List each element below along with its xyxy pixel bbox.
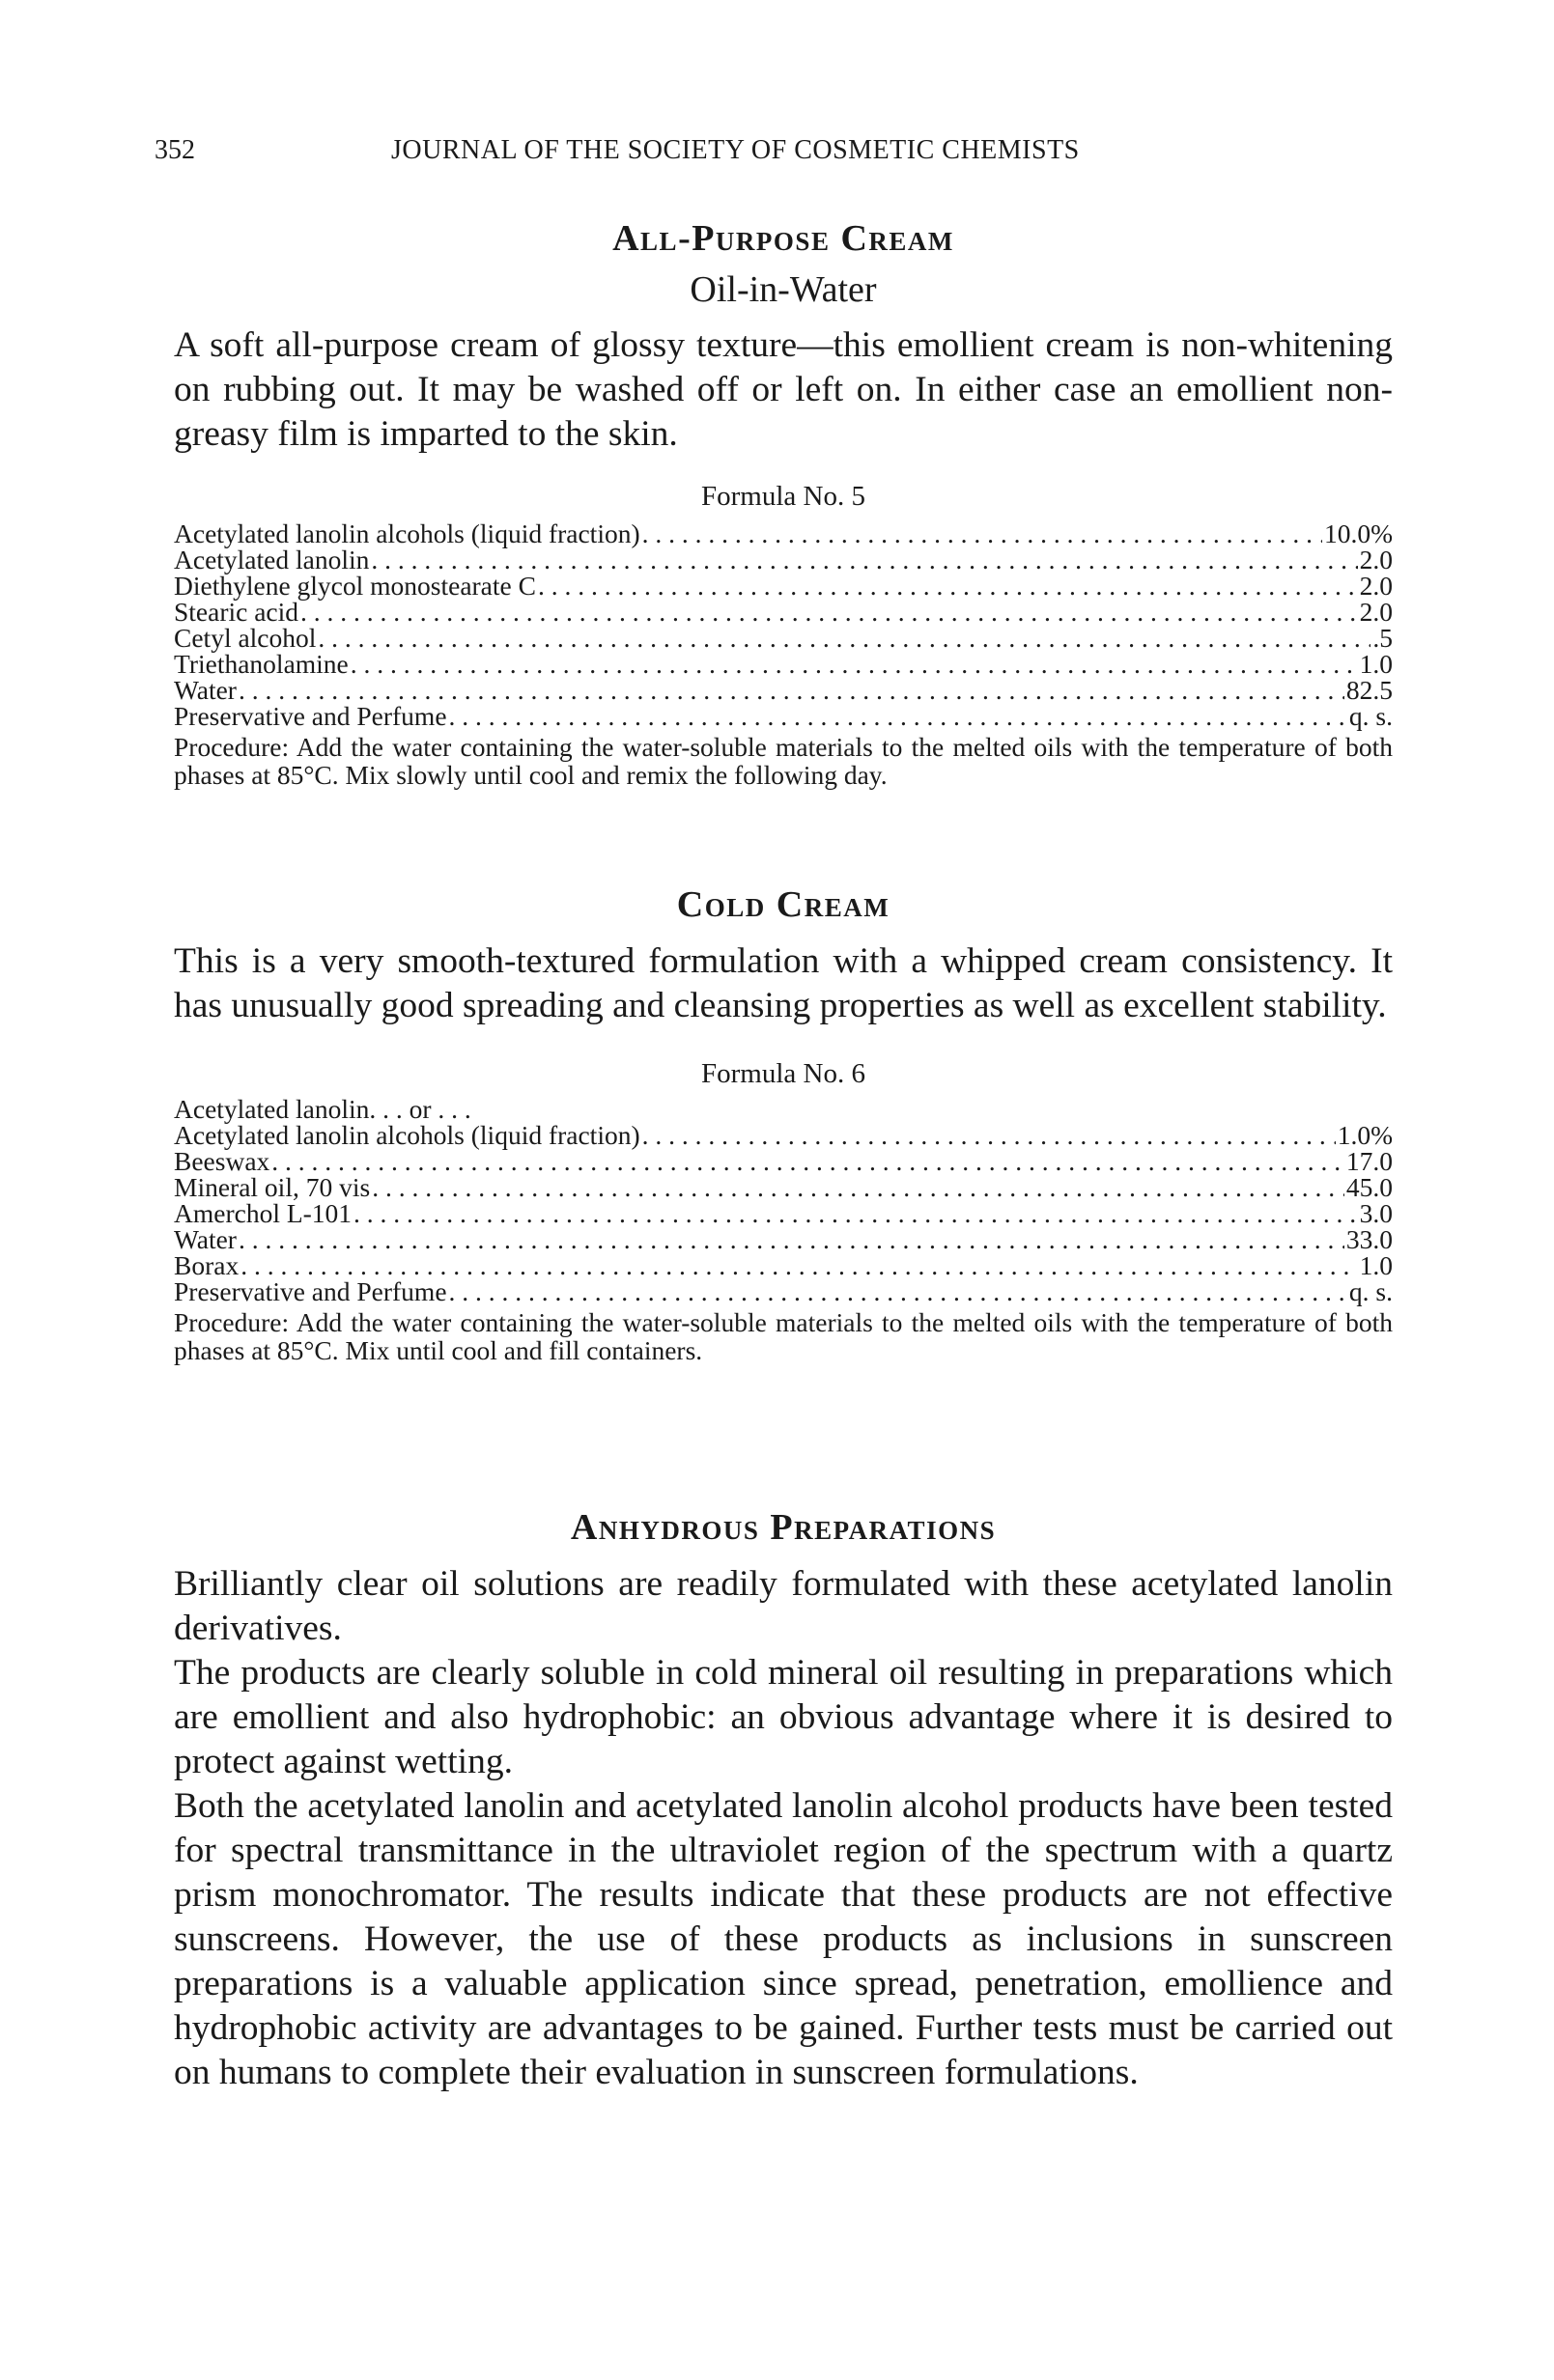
ingredient-name: Preservative and Perfume	[174, 701, 447, 731]
ingredient-amount: 17.0	[1345, 1146, 1393, 1176]
ingredient-name: Diethylene glycol monostearate C	[174, 571, 536, 601]
ingredient-row	[174, 1252, 1393, 1278]
ingredient-amount: 33.0	[1345, 1224, 1393, 1254]
ingredient-name: Acetylated lanolin	[174, 545, 370, 574]
section-heading: Cold Cream	[676, 884, 890, 925]
ingredient-amount: 2.0	[1359, 597, 1393, 627]
ingredient-amount: 45.0	[1345, 1172, 1393, 1202]
ingredient-name: Water	[174, 675, 237, 705]
ingredient-name: Acetylated lanolin. . . or . . .	[174, 1094, 471, 1124]
formula-heading: Formula No. 5	[701, 481, 865, 512]
ingredient-name: Triethanolamine	[174, 649, 349, 679]
ingredient-row	[174, 703, 1393, 729]
journal-title: JOURNAL OF THE SOCIETY OF COSMETIC CHEMISTS	[391, 135, 1080, 165]
ingredient-row	[174, 573, 1393, 599]
running-head	[155, 135, 1410, 174]
ingredient-amount: 1.0	[1359, 1250, 1393, 1280]
body-paragraph: Both the acetylated lanolin and acetylated lanolin alcohol products have been tested for spectral transmittance in the ultraviolet region of the spectrum with a quartz prism monochromator. The results indicate that these products are not effective sunscreens. However, the use of these products as inclusions in sunscreen preparations is a valuable application since spread, penetration, emollience and hydrophobic activity are advantages to be gained. Further tests must be carried out on humans to complete their evaluation in sunscreen formulations.	[174, 1786, 1393, 2092]
ingredient-amount: 1.0	[1359, 649, 1393, 679]
formula-heading: Formula No. 6	[701, 1058, 865, 1089]
ingredient-row	[174, 599, 1393, 625]
ingredient-name: Stearic acid	[174, 597, 299, 627]
ingredient-amount: 82.5	[1345, 675, 1393, 705]
ingredient-amount: q. s.	[1348, 701, 1393, 731]
page-number: 352	[155, 135, 195, 165]
ingredient-row	[174, 625, 1393, 651]
ingredient-list	[174, 520, 1393, 729]
ingredient-list	[174, 1096, 1393, 1304]
ingredient-name: Borax	[174, 1250, 240, 1280]
ingredient-amount: q. s.	[1348, 1276, 1393, 1306]
section-cold-cream	[174, 883, 1393, 1364]
ingredient-name: Water	[174, 1224, 237, 1254]
ingredient-name: Acetylated lanolin alcohols (liquid fraction)	[174, 1120, 640, 1150]
ingredient-row	[174, 1174, 1393, 1200]
ingredient-row	[174, 520, 1393, 546]
ingredient-row	[174, 546, 1393, 573]
ingredient-row	[174, 1226, 1393, 1252]
ingredient-name: Amerchol L-101	[174, 1198, 353, 1228]
section-subheading: Oil-in-Water	[690, 269, 877, 310]
section-description: This is a very smooth-textured formulation with a whipped cream consistency. It has unusually good spreading and cleansing properties as well as excellent stability.	[174, 941, 1393, 1025]
ingredient-row	[174, 1096, 1393, 1122]
ingredient-amount: 2.0	[1359, 545, 1393, 574]
section-all-purpose-cream	[174, 217, 1393, 789]
ingredient-name: Cetyl alcohol	[174, 623, 317, 653]
ingredient-row	[174, 1200, 1393, 1226]
ingredient-amount: 3.0	[1359, 1198, 1393, 1228]
ingredient-row	[174, 651, 1393, 677]
ingredient-row	[174, 1278, 1393, 1304]
section-anhydrous-preparations	[174, 1506, 1393, 2095]
section-description: A soft all-purpose cream of glossy texture—this emollient cream is non-whitening on rubbing out. It may be washed off or left on. In either case an emollient non-greasy film is imparted to the skin.	[174, 325, 1393, 454]
ingredient-amount: 10.0%	[1323, 518, 1393, 548]
ingredient-amount: .5	[1372, 623, 1393, 653]
ingredient-amount: 1.0%	[1337, 1120, 1393, 1150]
ingredient-name: Beeswax	[174, 1146, 270, 1176]
ingredient-row	[174, 1122, 1393, 1148]
ingredient-row	[174, 677, 1393, 703]
ingredient-name: Acetylated lanolin alcohols (liquid fraction)	[174, 518, 640, 548]
section-heading: Anhydrous Preparations	[570, 1507, 997, 1548]
body-paragraph: Brilliantly clear oil solutions are readily formulated with these acetylated lanolin derivatives.	[174, 1564, 1393, 1648]
ingredient-name: Mineral oil, 70 vis	[174, 1172, 371, 1202]
ingredient-name: Preservative and Perfume	[174, 1276, 447, 1306]
procedure-text: Procedure: Add the water containing the water-soluble materials to the melted oils with the temperature of both phases at 85°C. Mix until cool and fill containers.	[174, 1307, 1393, 1365]
section-heading: All-Purpose Cream	[612, 218, 954, 259]
ingredient-row	[174, 1148, 1393, 1174]
body-paragraph: The products are clearly soluble in cold mineral oil resulting in preparations which are emollient and also hydrophobic: an obvious advantage where it is desired to protect against wetting.	[174, 1653, 1393, 1781]
ingredient-amount: 2.0	[1359, 571, 1393, 601]
procedure-text: Procedure: Add the water containing the water-soluble materials to the melted oils with the temperature of both phases at 85°C. Mix slowly until cool and remix the following day.	[174, 732, 1393, 790]
